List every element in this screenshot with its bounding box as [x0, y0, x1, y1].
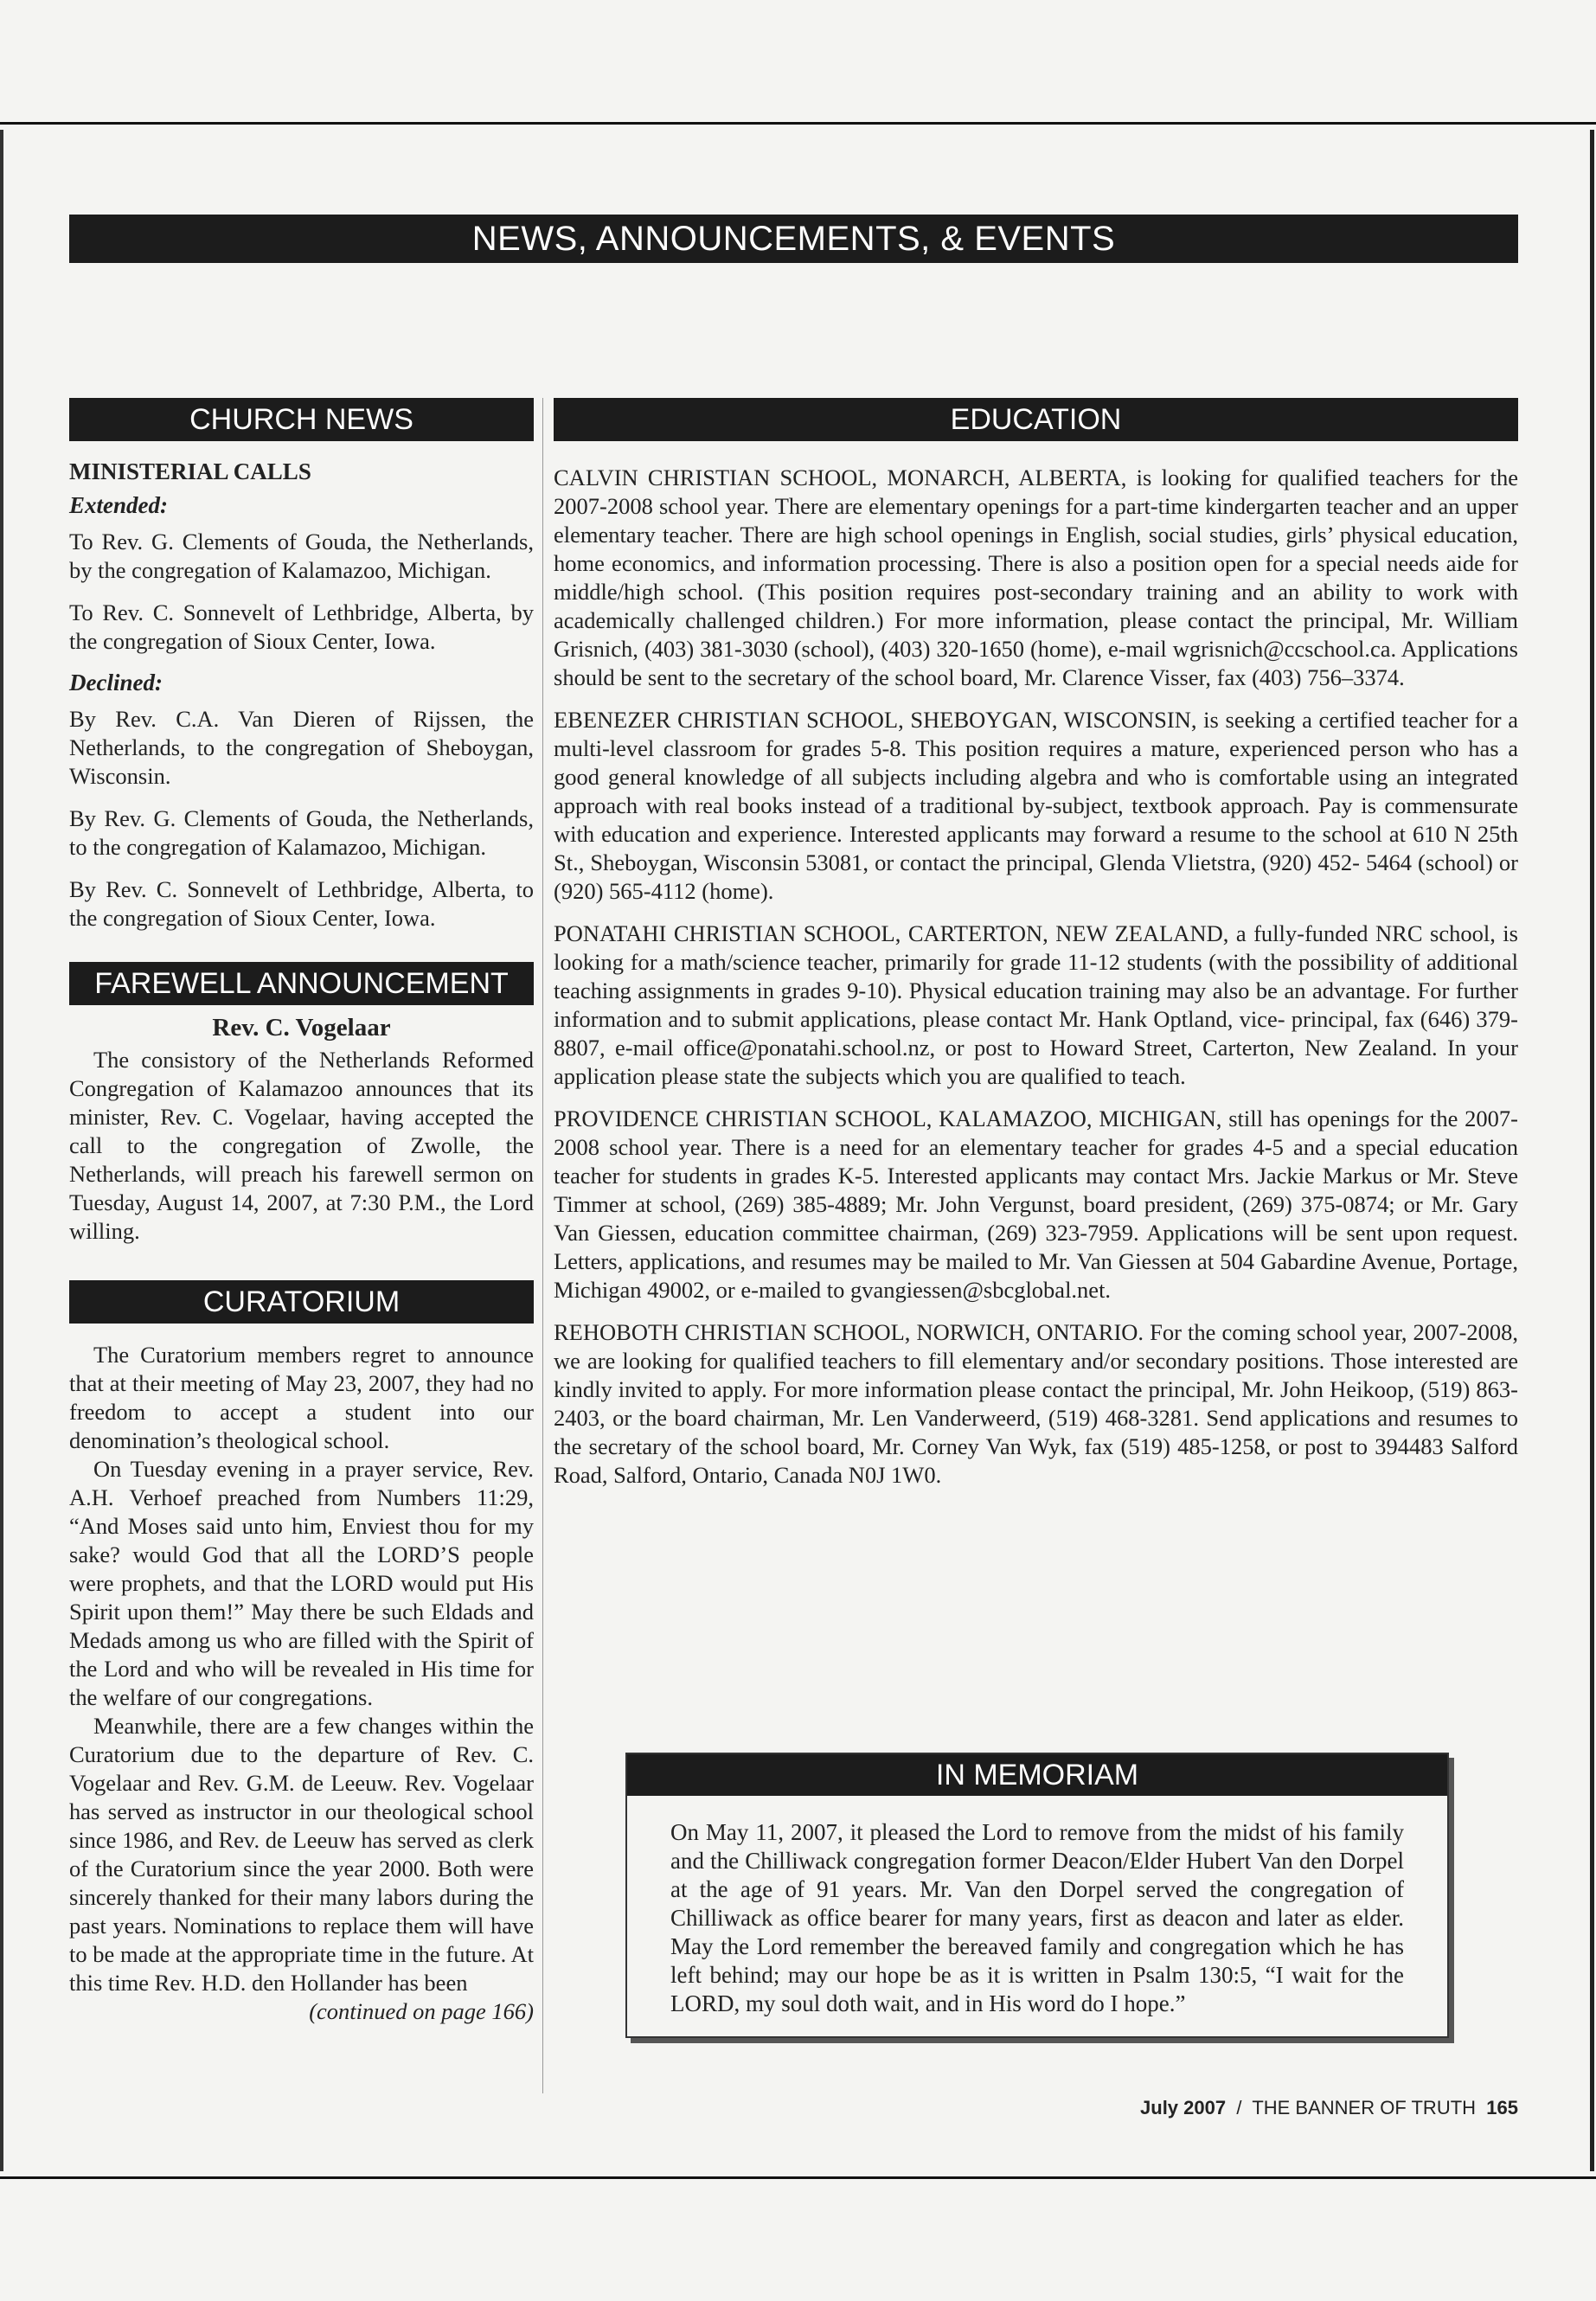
column-divider — [542, 398, 543, 2093]
declined-call-3: By Rev. C. Sonnevelt of Lethbridge, Alberta, to the congregation of Sioux Center, Iowa. — [69, 876, 534, 931]
curatorium-heading: CURATORIUM — [69, 1280, 534, 1324]
ministerial-calls-heading: MINISTERIAL CALLS — [69, 458, 311, 484]
in-memoriam-text: On May 11, 2007, it pleased the Lord to remove from the midst of his family and the Chilliwack congregation former Deacon/Elder Hubert Van den Dorpel at the age of 91 years. Mr. Van den Dorpel served the congregation of Chilliwack as office bearer for many years, first as deacon and later as elder. May the Lord remember the bereaved family and congregation which he has left behind; may our hope be as it is written in Psalm 130:5, “I wait for the LORD, my soul doth wait, and in His word do I hope.” — [670, 1819, 1404, 2016]
right-column — [554, 398, 1518, 1503]
footer-page-number: 165 — [1486, 2097, 1518, 2118]
in-memoriam-heading: IN MEMORIAM — [627, 1754, 1447, 1796]
farewell-text: The consistory of the Netherlands Reformed Congregation of Kalamazoo announces that its minister, Rev. C. Vogelaar, having accepted the call to the congregation of Zwolle, the Netherlands, will preach his farewell sermon on Tuesday, August 14, 2007, at 7:30 P.M., the Lord willing. — [69, 1047, 534, 1244]
curatorium-paragraph-1: The Curatorium members regret to announce that at their meeting of May 23, 2007, they had no freedom to accept a student into our denomination’s theological school. — [69, 1342, 534, 1453]
left-page-edge — [0, 130, 3, 2171]
curatorium-paragraph-3: Meanwhile, there are a few changes within the Curatorium due to the departure of Rev. C. Vogelaar and Rev. G.M. de Leeuw. Rev. Vogelaar has served as instructor in our theological school since 1986, and Rev. de Leeuw has served as clerk of the Curatorium since the year 2000. Both were sincerely thanked for their many labors during the past years. Nominations to replace them will have to be made at the appropriate time in the future. At this time Rev. H.D. den Hollander has been — [69, 1713, 534, 1996]
page-footer — [865, 2097, 1518, 2119]
declined-call-2: By Rev. G. Clements of Gouda, the Netherlands, to the congregation of Kalamazoo, Michigan. — [69, 805, 534, 860]
footer-publication: THE BANNER OF TRUTH — [1252, 2097, 1477, 2118]
right-page-edge — [1590, 130, 1594, 2171]
declined-call-1: By Rev. C.A. Van Dieren of Rijssen, the Netherlands, to the congregation of Sheboygan, Wisconsin. — [69, 706, 534, 789]
extended-label: Extended: — [69, 492, 168, 518]
education-item-ebenezer: EBENEZER CHRISTIAN SCHOOL, SHEBOYGAN, WISCONSIN, is seeking a certified teacher for a multi-level classroom for grades 5-8. This position requires a mature, experienced person who has a good general knowledge of all subjects including algebra and who is comfortable using an integrated approach with real books instead of a traditional by-subject, textbook approach. Pay is commensurate with education and experience. Interested applicants may forward a resume to the school at 610 N 25th St., Sheboygan, Wisconsin 53081, or contact the principal, Glenda Vlietstra, (920) 452- 5464 (school) or (920) 565-4112 (home). — [554, 707, 1518, 904]
footer-separator: / — [1236, 2097, 1242, 2118]
extended-call-1: To Rev. G. Clements of Gouda, the Netherlands, by the congregation of Kalamazoo, Michigan. — [69, 529, 534, 583]
extended-call-2: To Rev. C. Sonnevelt of Lethbridge, Alberta, by the congregation of Sioux Center, Iowa. — [69, 599, 534, 654]
section-banner: NEWS, ANNOUNCEMENTS, & EVENTS — [69, 215, 1518, 263]
education-item-rehoboth: REHOBOTH CHRISTIAN SCHOOL, NORWICH, ONTARIO. For the coming school year, 2007-2008, we are looking for qualified teachers to fill elementary and/or secondary positions. Those interested are kindly invited to apply. For more information please contact the principal, Mr. John Heikoop, (519) 863-2403, or the board chairman, Mr. Len Vanderweerd, (519) 468-3281. Send applications and resumes to the secretary of the school board, Mr. Corney Van Wyk, fax (519) 485-1258, or post to 394483 Salford Road, Salford, Ontario, Canada N0J 1W0. — [554, 1319, 1518, 1488]
curatorium-paragraph-2: On Tuesday evening in a prayer service, Rev. A.H. Verhoef preached from Numbers 11:29, “And Moses said unto him, Enviest thou for my sake? would God that all the LORD’S people were prophets, and that the LORD would put His Spirit upon them!” May there be such Eldads and Medads among us who are filled with the Spirit of the Lord and who will be revealed in His time for the welfare of our congregations. — [69, 1456, 534, 1710]
education-heading: EDUCATION — [554, 398, 1518, 441]
continued-note: (continued on page 166) — [309, 1998, 534, 2024]
farewell-name: Rev. C. Vogelaar — [212, 1014, 391, 1042]
farewell-heading: FAREWELL ANNOUNCEMENT — [69, 962, 534, 1005]
top-rule — [0, 122, 1596, 125]
education-item-providence: PROVIDENCE CHRISTIAN SCHOOL, KALAMAZOO, MICHIGAN, still has openings for the 2007-2008 school year. There is a need for an elementary teacher for grades 4-5 and a special education teacher for students in grades K-5. Interested applicants may contact Mrs. Jackie Markus or Mr. Steve Timmer at school, (269) 385-4889; Mr. John Vergunst, board president, (269) 375-0874; or Mr. Gary Van Giessen, education committee chairman, (269) 323-7959. Applications will be sent upon request. Letters, applications, and resumes may be mailed to Mr. Van Giessen at 504 Gabardine Avenue, Portage, Michigan 49002, or e-mailed to gvangiessen@sbcglobal.net. — [554, 1106, 1518, 1303]
in-memoriam-box — [625, 1753, 1449, 2038]
left-column — [69, 398, 534, 2026]
church-news-heading: CHURCH NEWS — [69, 398, 534, 441]
footer-issue: July 2007 — [1140, 2097, 1227, 2118]
declined-label: Declined: — [69, 670, 163, 695]
education-item-calvin: CALVIN CHRISTIAN SCHOOL, MONARCH, ALBERTA, is looking for qualified teachers for the 2007-2008 school year. There are elementary openings for a part-time kindergarten teacher and an upper elementary teacher. There are high school openings in English, social studies, girls’ physical education, home economics, and information processing. There is also a position open for a special needs aide for middle/high school. (This position requires post-secondary training and an ability to work with academically challenged children.) For more information, please contact the principal, Mr. William Grisnich, (403) 381-3030 (school), (403) 320-1650 (home), e-mail wgrisnich@ccschool.ca. Applications should be sent to the secretary of the school board, Mr. Clarence Visser, fax (403) 756–3374. — [554, 465, 1518, 690]
education-item-ponatahi: PONATAHI CHRISTIAN SCHOOL, CARTERTON, NEW ZEALAND, a fully-funded NRC school, is looking for a math/science teacher, primarily for grade 11-12 students (with the possibility of additional teaching assignments in grades 9-10). Physical education training may also be an advantage. For further information and to submit applications, please contact Mr. Hank Optland, vice- principal, fax (646) 379-8807, e-mail office@ponatahi.school.nz, or post to Howard Street, Carterton, New Zealand. In your application please state the subjects which you are qualified to teach. — [554, 920, 1518, 1089]
bottom-rule — [0, 2176, 1596, 2179]
